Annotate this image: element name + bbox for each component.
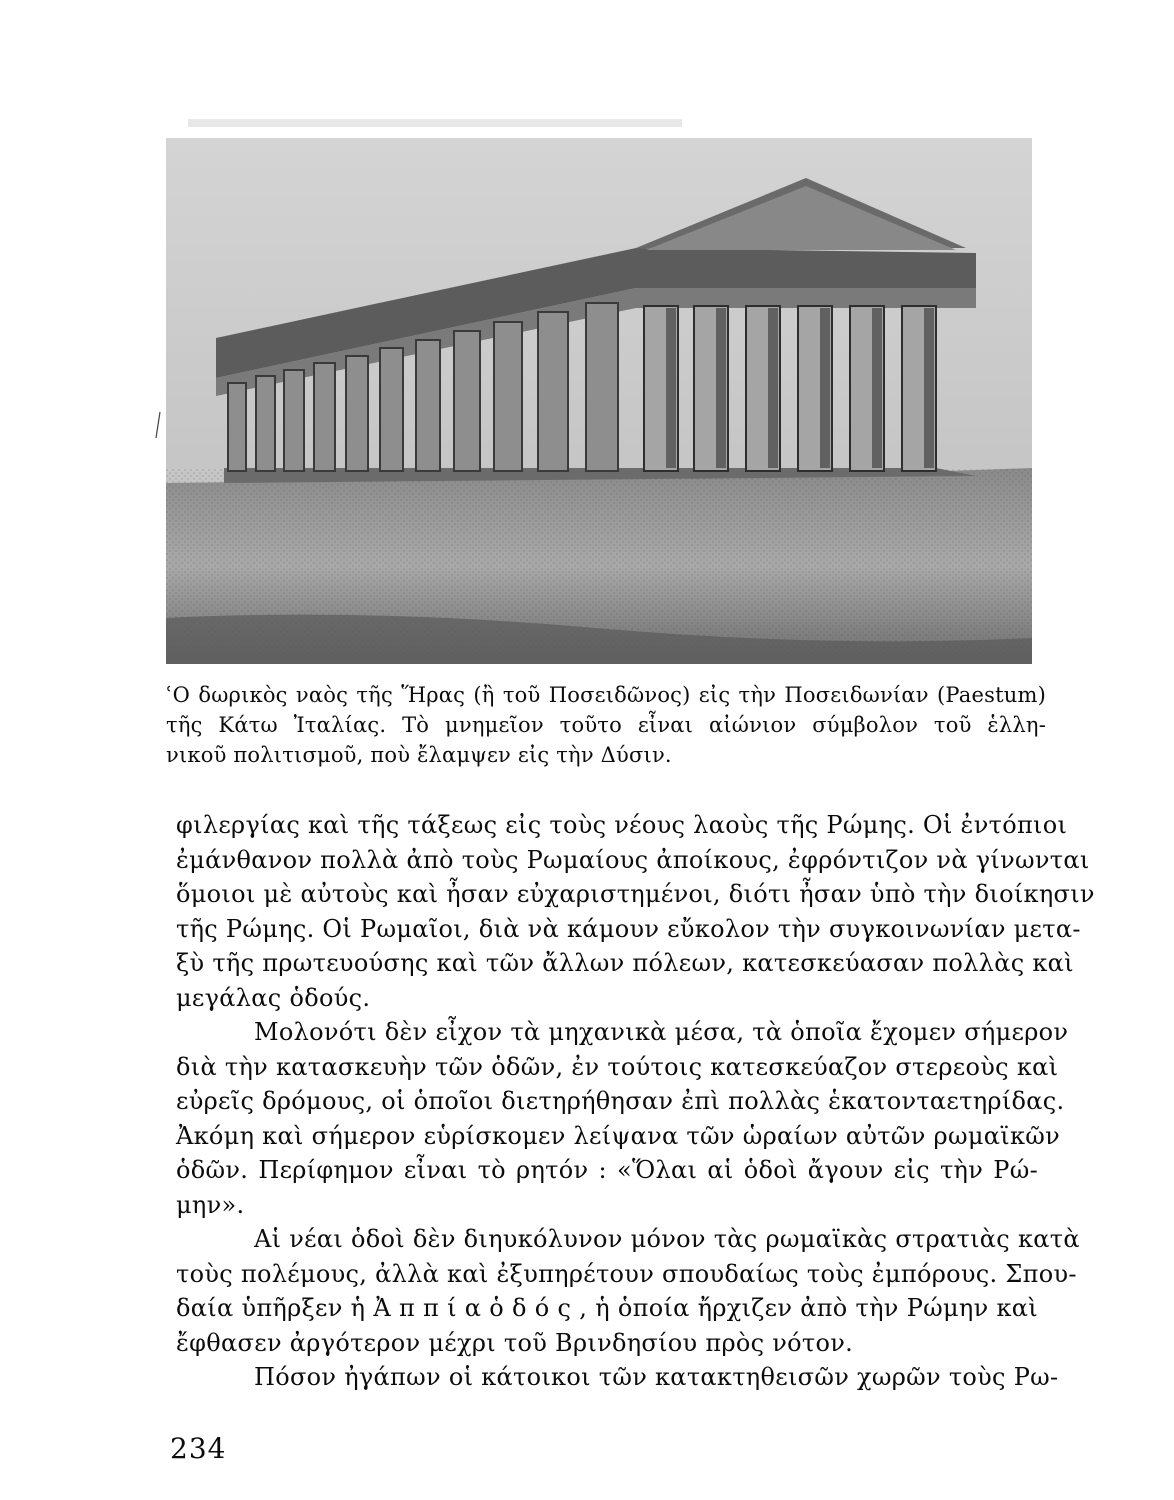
paragraph [176,1222,1080,1360]
text-line: Αἱ νέαι ὁδοὶ δὲν διηυκόλυνον μόνον τὰς ρωμαϊκὰς στρατιὰς κατὰ [254,1225,1080,1253]
text-line: δαία ὑπῆρξεν ἡ Ἀ π π ί α ὁ δ ό ς , ἡ ὁποία ἤρχιζεν ἀπὸ τὴν Ρώμην καὶ [176,1294,1038,1322]
text-line: ὁδῶν. Περίφημον εἶναι τὸ ρητόν : «Ὅλαι αἱ ὁδοὶ ἄγουν εἰς τὴν Ρώ- [176,1156,1038,1184]
text-line: τοὺς πολέμους, ἀλλὰ καὶ ἐξυπηρέτουν σπουδαίως τοὺς ἐμπόρους. Σπου- [176,1259,1077,1288]
margin-mark [154,410,162,440]
text-line: ὅμοιοι μὲ αὐτοὺς καὶ ἦσαν εὐχαριστημένοι, διότι ἦσαν ὑπὸ τὴν διοίκησιν [176,880,1095,908]
body-text [176,808,1095,1395]
text-line: ξὺ τῆς πρωτευούσης καὶ τῶν ἄλλων πόλεων, κατεσκεύασαν πολλὰς καὶ [176,949,1074,977]
text-line: ἐμάνθανον πολλὰ ἀπὸ τοὺς Ρωμαίους ἀποίκους, ἐφρόντιζον νὰ γίνωνται [176,845,1090,874]
temple-photograph [166,138,1032,664]
text-line: μεγάλας ὁδούς. [176,983,371,1012]
text-line: ἔφθασεν ἀργότερον μέχρι τοῦ Βρινδησίου πρὸς νότον. [176,1328,854,1357]
caption-line: τῆς Κάτω Ἰταλίας. Τὸ μνημεῖον τοῦτο εἶναι αἰώνιον σύμβολον τοῦ ἑλλη- [166,713,1046,737]
text-line: διὰ τὴν κατασκευὴν τῶν ὁδῶν, ἐν τούτοις κατεσκεύαζον στερεοὺς καὶ [176,1052,1059,1081]
photo-caption [166,680,1046,770]
paragraph [176,808,1095,1015]
caption-line: νικοῦ πολιτισμοῦ, ποὺ ἔλαμψεν εἰς τὴν Δύσιν. [166,743,672,767]
page-number: 234 [170,1432,227,1465]
text-line: Ἀκόμη καὶ σήμερον εὑρίσκομεν λείψανα τῶν ὡραίων αὐτῶν ρωμαϊκῶν [176,1121,1061,1150]
reverse-page-bleed: ▬▬▬▬▬▬▬▬▬▬▬▬▬▬▬▬▬▬▬ [188,104,682,133]
caption-line: ʿΟ δωρικὸς ναὸς τῆς Ἥρας (ἢ τοῦ Ποσειδῶνος) εἰς τὴν Ποσειδωνίαν (Paestum) [166,683,1046,707]
paragraph [176,1360,1059,1395]
text-line: φιλεργίας καὶ τῆς τάξεως εἰς τοὺς νέους λαοὺς τῆς Ρώμης. Οἱ ἐντόπιοι [176,811,1068,839]
text-line: Μολονότι δὲν εἶχον τὰ μηχανικὰ μέσα, τὰ ὁποῖα ἔχομεν σήμερον [254,1018,1069,1046]
text-line: Πόσον ἠγάπων οἱ κάτοικοι τῶν κατακτηθεισῶν χωρῶν τοὺς Ρω- [254,1363,1059,1391]
text-line: εὐρεῖς δρόμους, οἱ ὁποῖοι διετηρήθησαν ἐπὶ πολλὰς ἑκατονταετηρίδας. [176,1087,1065,1115]
temple-image [166,138,1032,664]
text-line: τῆς Ρώμης. Οἱ Ρωμαῖοι, διὰ νὰ κάμουν εὔκολον τὴν συγκοινωνίαν μετα- [176,914,1081,943]
paragraph [176,1015,1069,1222]
text-line: μην». [176,1190,245,1219]
